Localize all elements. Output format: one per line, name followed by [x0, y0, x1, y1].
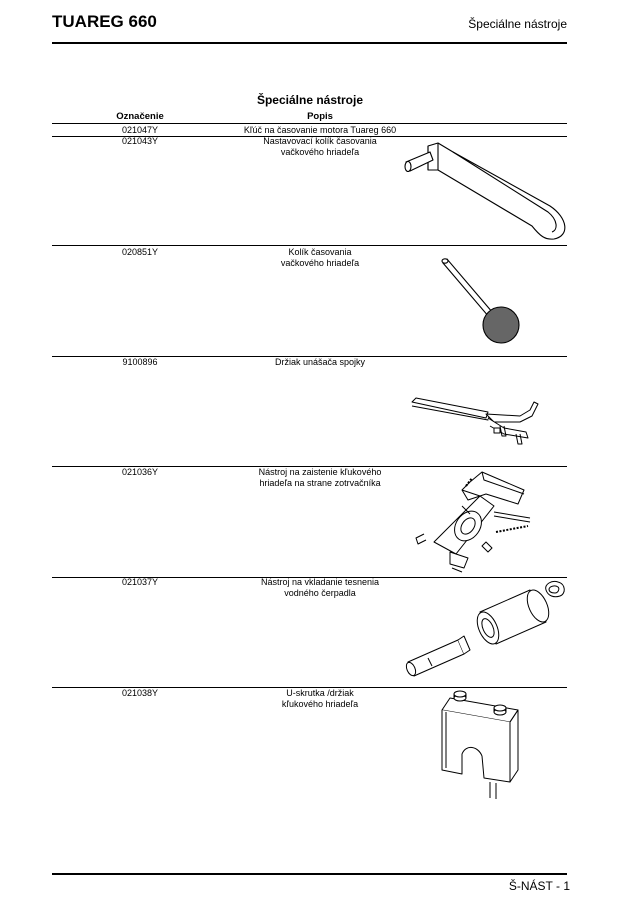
tool-code: 021038Y: [121, 688, 159, 698]
tool-description: [215, 467, 425, 489]
manual-model-title: TUAREG 660: [52, 12, 157, 31]
row-divider: [52, 245, 567, 246]
tool-description-line: vačkového hriadeľa: [280, 258, 360, 268]
tool-description: [215, 357, 425, 368]
table-header-rule: [52, 123, 567, 124]
crankshaft-lock-tool-icon: [410, 468, 540, 576]
tool-description-line: hriadeľa na strane zotrvačníka: [259, 478, 381, 488]
timing-pin-icon: [435, 255, 525, 345]
clutch-holder-icon: [408, 392, 544, 454]
tool-code: 021036Y: [121, 467, 159, 477]
column-header-code: Označenie: [116, 111, 164, 122]
tool-code: 021047Y: [121, 125, 159, 135]
tool-description: [215, 577, 425, 599]
tool-code: 021043Y: [121, 136, 159, 146]
tool-description-line: Nástroj na zaistenie kľukového: [258, 467, 382, 477]
tool-description-line: Kolík časovania: [288, 247, 352, 257]
tool-description-line: U-skrutka /držiak: [286, 688, 354, 698]
tool-description-line: Nástroj na vkladanie tesnenia: [260, 577, 380, 587]
page-number: Š-NÁST - 1: [508, 879, 570, 893]
u-bolt-holder-icon: [432, 688, 524, 802]
tool-code: 9100896: [122, 357, 158, 367]
footer-divider: [52, 873, 567, 875]
camshaft-timing-lever-icon: [398, 140, 570, 242]
seal-installer-icon: [398, 578, 570, 686]
section-title: Špeciálne nástroje: [468, 17, 567, 31]
tool-code: 021037Y: [121, 577, 159, 587]
tool-description: [215, 688, 425, 710]
tool-description-line: Nastavovací kolík časovania: [263, 136, 377, 146]
table-title: Špeciálne nástroje: [256, 93, 364, 107]
header-divider: [52, 42, 567, 44]
tool-description: Kľúč na časovanie motora Tuareg 660: [243, 125, 397, 135]
tool-description: [215, 247, 425, 269]
tool-description-line: Držiak unášača spojky: [274, 357, 366, 367]
column-header-description: Popis: [307, 111, 333, 122]
tool-description-line: kľukového hriadeľa: [281, 699, 359, 709]
tool-description-line: vačkového hriadeľa: [280, 147, 360, 157]
tool-code: 020851Y: [121, 247, 159, 257]
tool-description-line: vodného čerpadla: [284, 588, 356, 598]
tool-description: [215, 136, 425, 158]
